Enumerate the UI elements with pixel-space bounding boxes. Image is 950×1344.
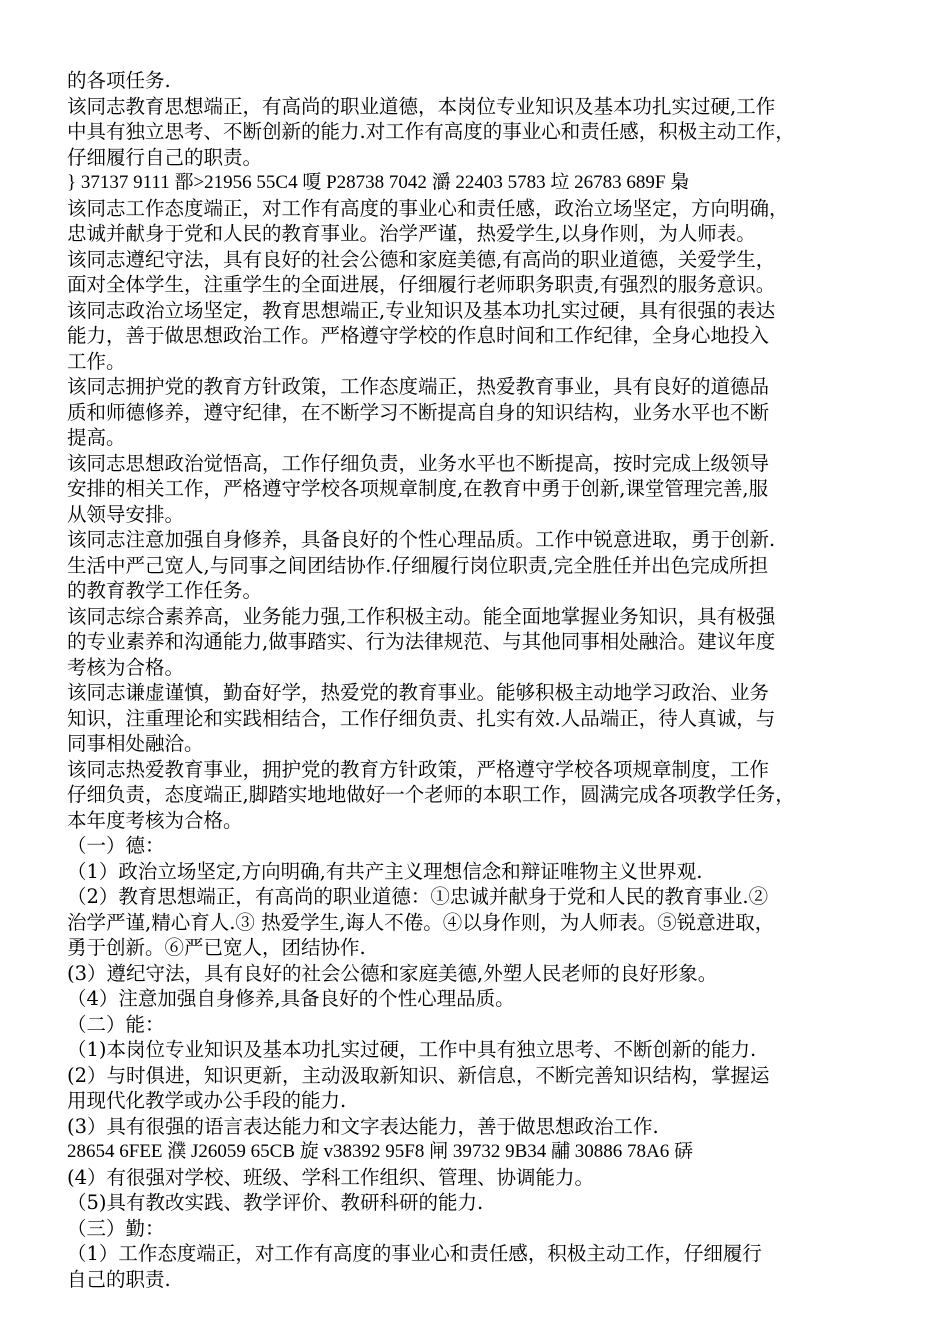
text-line: 仔细负责，态度端正,脚踏实地地做好一个老师的本职工作，圆满完成各项教学任务， [67, 783, 795, 806]
text-line: （2）教育思想端正，有高尚的职业道德：①忠诚并献身于党和人民的教育事业.② [67, 885, 769, 908]
text-line: 该同志教育思想端正，有高尚的职业道德，本岗位专业知识及基本功扎实过硬,工作 [67, 94, 776, 118]
text-line: 的专业素养和沟通能力,做事踏实、行为法律规范、与其他同事相处融洽。建议年度 [67, 630, 776, 653]
text-line: 知识，注重理论和实践相结合，工作仔细负责、扎实有效.人品端正，待人真诚，与 [67, 706, 776, 730]
text-line: } 37137 9111 鄑>21956 55C4 嗄 P28738 7042 灂 22403 5783 垃 26783 689F 梟 [67, 172, 690, 193]
text-line: 该同志注意加强自身修养，具备良好的个性心理品质。工作中锐意进取，勇于创新. [67, 528, 776, 551]
text-line: (4）有很强对学校、班级、学科工作组织、管理、协调能力。 [67, 1165, 595, 1189]
text-line: 本年度考核为合格。 [67, 808, 243, 832]
text-line: 质和师德修养，遵守纪律，在不断学习不断提高自身的知识结构，业务水平也不断 [67, 400, 770, 424]
text-line: 从领导安排。 [67, 502, 185, 526]
text-line: （二）能： [67, 1012, 165, 1036]
text-line: 能力，善于做思想政治工作。严格遵守学校的作息时间和工作纪律，全身心地投入 [67, 324, 770, 347]
text-line: （4）注意加强自身修养,具备良好的个性心理品质。 [67, 987, 515, 1010]
text-line: (3）遵纪守法，具有良好的社会公德和家庭美德,外塑人民老师的良好形象。 [67, 961, 718, 985]
text-line: 用现代化教学或办公手段的能力. [67, 1089, 347, 1112]
text-line: 的各项任务. [67, 69, 171, 92]
text-line: 该同志思想政治觉悟高，工作仔细负责，业务水平也不断提高，按时完成上级领导 [67, 451, 770, 475]
text-line: 自己的职责. [67, 1267, 171, 1291]
text-line: (2）与时俱进，知识更新，主动汲取新知识、新信息，不断完善知识结构，掌握运 [67, 1063, 770, 1087]
text-line: （5)具有教改实践、教学评价、教研科研的能力. [67, 1191, 484, 1214]
text-line: （三）勤： [67, 1216, 165, 1240]
text-line: 该同志热爱教育事业，拥护党的教育方针政策，严格遵守学校各项规章制度，工作 [67, 757, 770, 781]
text-line: 勇于创新。⑥严已宽人，团结协作. [67, 936, 366, 959]
text-line: 该同志拥护党的教育方针政策，工作态度端正，热爱教育事业，具有良好的道德品 [67, 375, 770, 398]
text-line: （1)本岗位专业知识及基本功扎实过硬，工作中具有独立思考、不断创新的能力. [67, 1038, 757, 1061]
text-line: 该同志谦虚谨慎，勤奋好学，热爱党的教育事业。能够积极主动地学习政治、业务 [67, 681, 770, 704]
text-line: 提高。 [67, 426, 126, 449]
text-line: 同事相处融洽。 [67, 732, 204, 755]
text-line: 该同志综合素养高，业务能力强,工作积极主动。能全面地掌握业务知识，具有极强 [67, 604, 776, 628]
text-line: 考核为合格。 [67, 655, 185, 679]
text-line: 工作。 [67, 349, 126, 373]
text-line: 的教育教学工作任务。 [67, 579, 263, 602]
text-line: 该同志遵纪守法，具有良好的社会公德和家庭美德,有高尚的职业道德，关爱学生， [67, 247, 776, 271]
text-line: （1）政治立场坚定,方向明确,有共产主义理想信念和辩证唯物主义世界观. [67, 859, 703, 883]
text-line: 安排的相关工作，严格遵守学校各项规章制度,在教育中勇于创新,课堂管理完善,服 [67, 477, 769, 500]
text-line: 该同志工作态度端正，对工作有高度的事业心和责任感，政治立场坚定，方向明确， [67, 196, 789, 220]
text-line: 该同志政治立场坚定，教育思想端正,专业知识及基本功扎实过硬，具有很强的表达 [67, 298, 776, 322]
text-line: 生活中严己宽人,与同事之间团结协作.仔细履行岗位职责,完全胜任并出色完成所担 [67, 553, 769, 577]
text-line: 中具有独立思考、不断创新的能力.对工作有高度的事业心和责任感，积极主动工作， [67, 120, 795, 143]
text-line: 忠诚并献身于党和人民的教育事业。治学严谨，热爱学生,以身作则，为人师表。 [67, 222, 756, 245]
text-line: 治学严谨,精心育人.③ 热爱学生,诲人不倦。④以身作则，为人师表。⑤锐意进取， [67, 910, 775, 934]
text-line: （1）工作态度端正，对工作有高度的事业心和责任感，积极主动工作，仔细履行 [67, 1242, 762, 1265]
text-line: （一）德： [67, 834, 165, 857]
text-line: (3）具有很强的语言表达能力和文字表达能力，善于做思想政治工作. [67, 1114, 659, 1138]
text-line: 面对全体学生，注重学生的全面进展，仔细履行老师职务职责,有强烈的服务意识。 [67, 273, 776, 296]
text-line: 28654 6FEE 濮 J26059 65CB 旋 v38392 95F8 闸 39732 9B34 鬴 30886 78A6 硦 [67, 1141, 693, 1162]
text-line: 仔细履行自己的职责。 [67, 145, 263, 169]
